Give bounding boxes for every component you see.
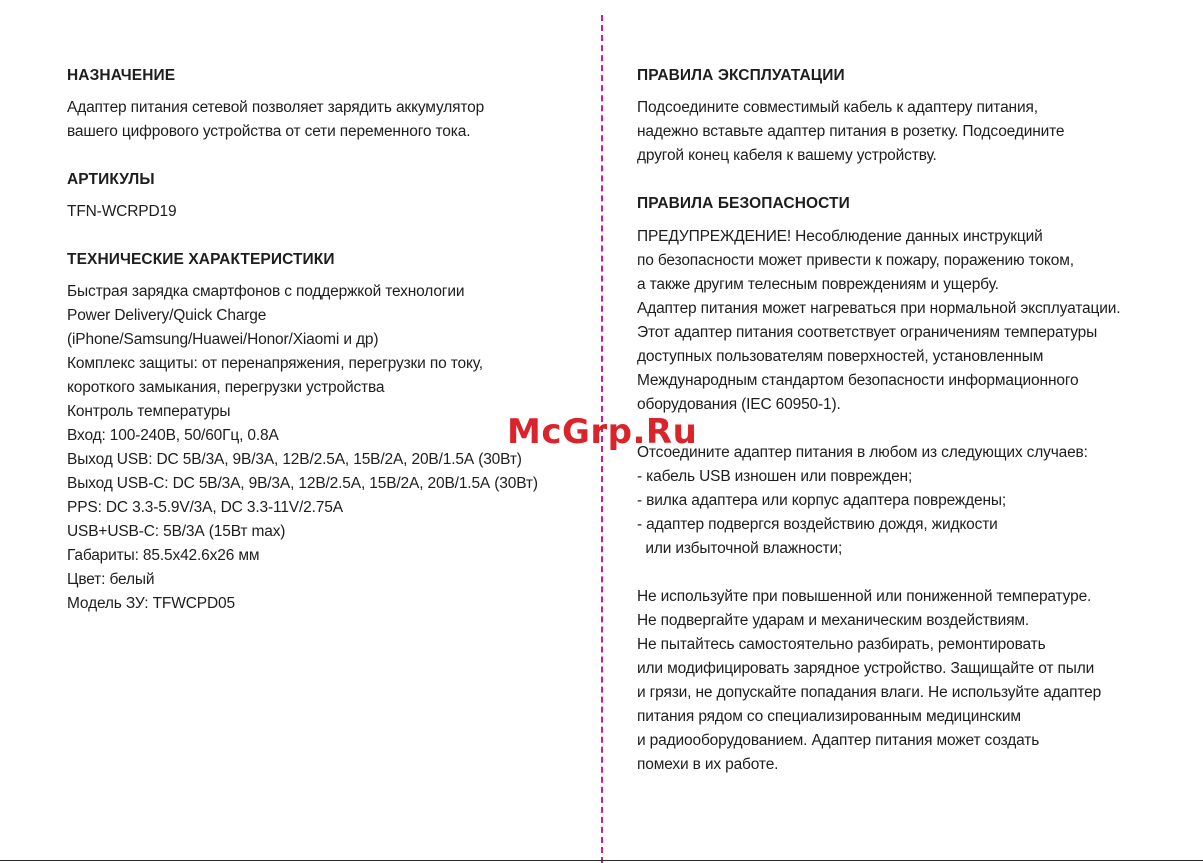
spec-line: Power Delivery/Quick Charge bbox=[67, 307, 267, 324]
spec-line: Габариты: 85.5x42.6x26 мм bbox=[67, 547, 260, 564]
article-number: TFN-WCRPD19 bbox=[67, 203, 177, 220]
spec-line: (iPhone/Samsung/Huawei/Honor/Xiaomi и др) bbox=[67, 331, 379, 348]
safety-warning-line: а также другим телесным повреждениям и ущербу. bbox=[637, 276, 999, 293]
purpose-line: вашего цифрового устройства от сети переменного тока. bbox=[67, 123, 471, 140]
safety-note-line: помехи в их работе. bbox=[637, 756, 779, 773]
safety-warning-line: ПРЕДУПРЕЖДЕНИЕ! Несоблюдение данных инструкций bbox=[637, 228, 1043, 245]
safety-warning-line: оборудования (IEC 60950-1). bbox=[637, 396, 841, 413]
safety-note-line: Не используйте при повышенной или пониженной температуре. bbox=[637, 588, 1092, 605]
spec-line: короткого замыкания, перегрузки устройства bbox=[67, 379, 385, 396]
safety-note-line: и грязи, не допускайте попадания влаги. Не используйте адаптер bbox=[637, 684, 1102, 701]
spec-line: Выход USB: DC 5В/3А, 9В/3А, 12В/2.5А, 15В/2А, 20В/1.5А (30Вт) bbox=[67, 451, 522, 468]
operation-line: надежно вставьте адаптер питания в розетку. Подсоедините bbox=[637, 123, 1065, 140]
spec-line: USB+USB-C: 5В/3А (15Вт max) bbox=[67, 523, 286, 540]
safety-warning-line: Международным стандартом безопасности информационного bbox=[637, 372, 1079, 389]
purpose-heading: НАЗНАЧЕНИЕ bbox=[67, 67, 176, 84]
spec-line: Комплекс защиты: от перенапряжения, перегрузки по току, bbox=[67, 355, 483, 372]
safety-cases-line: - вилка адаптера или корпус адаптера повреждены; bbox=[637, 492, 1007, 509]
spec-line: PPS: DC 3.3-5.9V/3A, DC 3.3-11V/2.75A bbox=[67, 499, 343, 516]
safety-heading: ПРАВИЛА БЕЗОПАСНОСТИ bbox=[637, 195, 850, 212]
safety-note-line: и радиооборудованием. Адаптер питания может создать bbox=[637, 732, 1040, 749]
operation-line: другой конец кабеля к вашему устройству. bbox=[637, 147, 937, 164]
site-watermark: McGrp.Ru bbox=[507, 412, 698, 452]
page-bottom-rule bbox=[0, 860, 1203, 861]
spec-line: Выход USB-C: DC 5В/3А, 9В/3А, 12В/2.5А, 15В/2А, 20В/1.5А (30Вт) bbox=[67, 475, 538, 492]
safety-cases-line: Отсоедините адаптер питания в любом из следующих случаев: bbox=[637, 444, 1088, 461]
spec-line: Цвет: белый bbox=[67, 571, 155, 588]
safety-note-line: или модифицировать зарядное устройство. Защищайте от пыли bbox=[637, 660, 1095, 677]
safety-note-line: питания рядом со специализированным медицинским bbox=[637, 708, 1021, 725]
spec-line: Вход: 100-240В, 50/60Гц, 0.8А bbox=[67, 427, 279, 444]
safety-note-line: Не подвергайте ударам и механическим воздействиям. bbox=[637, 612, 1030, 629]
safety-warning-line: по безопасности может привести к пожару, поражению током, bbox=[637, 252, 1074, 269]
operation-heading: ПРАВИЛА ЭКСПЛУАТАЦИИ bbox=[637, 67, 845, 84]
safety-cases-line: - адаптер подвергся воздействию дождя, жидкости bbox=[637, 516, 998, 533]
articles-heading: АРТИКУЛЫ bbox=[67, 171, 155, 188]
spec-line: Модель ЗУ: TFWCPD05 bbox=[67, 595, 235, 612]
spec-line: Быстрая зарядка смартфонов с поддержкой технологии bbox=[67, 283, 465, 300]
safety-cases-line: или избыточной влажности; bbox=[637, 540, 843, 557]
safety-warning-line: доступных пользователям поверхностей, установленным bbox=[637, 348, 1044, 365]
safety-cases-line: - кабель USB изношен или поврежден; bbox=[637, 468, 913, 485]
spec-line: Контроль температуры bbox=[67, 403, 231, 420]
safety-warning-line: Адаптер питания может нагреваться при нормальной эксплуатации. bbox=[637, 300, 1121, 317]
specs-heading: ТЕХНИЧЕСКИЕ ХАРАКТЕРИСТИКИ bbox=[67, 251, 335, 268]
safety-warning-line: Этот адаптер питания соответствует ограничениям температуры bbox=[637, 324, 1098, 341]
operation-line: Подсоедините совместимый кабель к адаптеру питания, bbox=[637, 99, 1038, 116]
purpose-line: Адаптер питания сетевой позволяет зарядить аккумулятор bbox=[67, 99, 485, 116]
safety-note-line: Не пытайтесь самостоятельно разбирать, ремонтировать bbox=[637, 636, 1046, 653]
